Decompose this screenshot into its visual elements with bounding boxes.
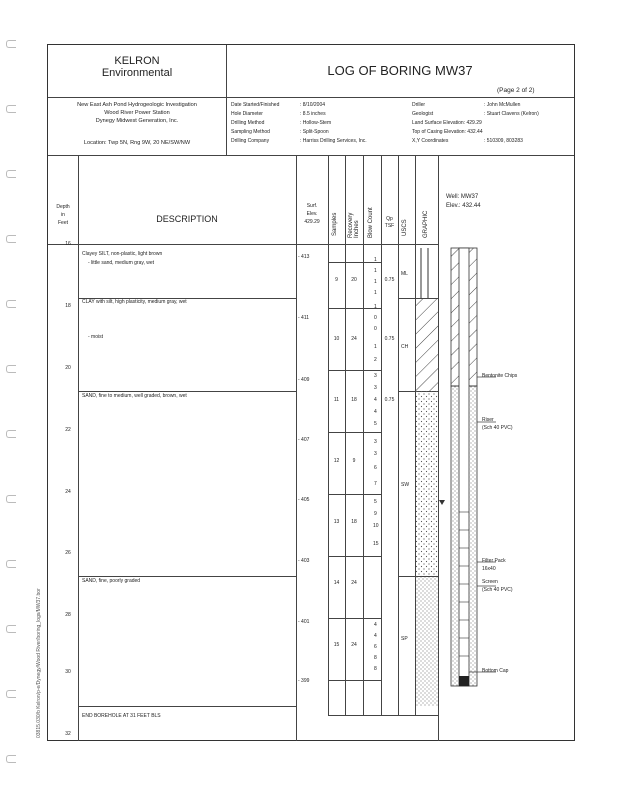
description-entry: Clayey SILT, non-plastic, light brown xyxy=(82,251,163,257)
crew-value: : 510309, 803283 xyxy=(484,138,523,144)
clay-graphic xyxy=(416,298,438,391)
drill-value: : Hollow-Stem xyxy=(300,120,332,126)
well-graded-sand-graphic xyxy=(416,391,438,576)
blow-count-header: Blow Count xyxy=(368,207,374,238)
well-label: Bentonite Chips xyxy=(482,373,518,379)
recovery-value: 24 xyxy=(351,642,357,648)
graphic-header: GRAPHIC xyxy=(423,210,429,238)
elevation-header: 429.29 xyxy=(304,219,320,225)
blow-count: 3 xyxy=(374,385,377,391)
blow-count: 3 xyxy=(374,373,377,379)
poorly-graded-sand-graphic xyxy=(416,576,438,706)
drill-label: Hole Diameter xyxy=(231,111,263,117)
depth-tick: 18 xyxy=(65,303,71,309)
file-path-note: 03815.030/b Kelron/p-e/Dynegy/Wood River/boring_logs/MW37.bor xyxy=(36,588,42,738)
sample-number: 13 xyxy=(333,519,340,525)
depth-tick: 28 xyxy=(65,612,71,618)
well-id: Well: MW37 xyxy=(446,194,479,200)
blow-count: 9 xyxy=(374,511,377,517)
qp-value: 0.75 xyxy=(384,277,395,283)
blow-count: 7 xyxy=(374,481,377,487)
recovery-value: 24 xyxy=(351,336,357,342)
depth-tick: 16 xyxy=(65,241,71,247)
blow-count: 8 xyxy=(374,666,377,672)
depth-header: Feet xyxy=(57,220,68,226)
crew-label: X,Y Coordinates xyxy=(412,138,449,144)
project-location: Location: Twp 5N, Rng 9W, 20 NE/SW/NW xyxy=(83,140,191,146)
page-label: (Page 2 of 2) xyxy=(497,87,535,94)
project-client: Dynegy Midwest Generation, Inc. xyxy=(95,118,179,124)
elevation-header: Elev. xyxy=(306,211,318,217)
blow-count: 5 xyxy=(374,499,377,505)
sample-number: 9 xyxy=(335,277,338,283)
depth-header: Depth xyxy=(56,204,70,210)
qp-value: 0.75 xyxy=(384,397,395,403)
blow-count: 3 xyxy=(374,451,377,457)
elevation-tick: - 413 xyxy=(298,254,310,260)
description-entry: SAND, fine, poorly graded xyxy=(82,578,141,584)
crew-label: Land Surface Elevation: 429.29 xyxy=(412,120,482,126)
qp-header: TSF xyxy=(384,223,395,229)
blow-count: 0 xyxy=(374,315,377,321)
uscs-code: ML xyxy=(401,271,408,277)
blow-count: 6 xyxy=(374,644,377,650)
blow-count: 6 xyxy=(374,465,377,471)
blow-count: 15 xyxy=(373,541,379,547)
company-name: KELRON xyxy=(114,55,160,67)
blow-count: 1 xyxy=(374,344,377,350)
blow-count: 4 xyxy=(374,622,377,628)
blow-count: 0 xyxy=(374,326,377,332)
blow-count: 3 xyxy=(374,439,377,445)
project-name: New East Ash Pond Hydrogeologic Investigation xyxy=(77,102,197,108)
elevation-tick: - 407 xyxy=(298,437,310,443)
sample-number: 10 xyxy=(333,336,340,342)
sample-number: 11 xyxy=(333,397,340,403)
qp-header: Qp xyxy=(386,216,393,222)
recovery-value: 9 xyxy=(352,458,356,464)
blow-count: 5 xyxy=(374,421,377,427)
elevation-tick: - 403 xyxy=(298,558,310,564)
crew-label: Driller xyxy=(412,102,426,108)
well-label: 16x40 xyxy=(482,566,496,572)
drill-value: : Split-Spoon xyxy=(300,129,329,135)
drill-label: Drilling Method xyxy=(231,120,265,126)
blow-count: 1 xyxy=(374,304,377,310)
end-borehole-note: END BOREHOLE AT 31 FEET BLS xyxy=(82,713,161,719)
description-entry: - little sand, medium gray, wet xyxy=(88,260,155,266)
blow-count: 10 xyxy=(373,523,379,529)
well-label: Bottom Cap xyxy=(482,668,509,674)
recovery-value: 18 xyxy=(351,397,357,403)
description-entry: - moist xyxy=(88,334,103,340)
elevation-tick: - 409 xyxy=(298,377,310,383)
blow-count: 8 xyxy=(374,655,377,661)
blow-count: 4 xyxy=(374,397,377,403)
elevation-tick: - 401 xyxy=(298,619,310,625)
blow-count: 2 xyxy=(374,357,377,363)
depth-tick: 22 xyxy=(65,427,71,433)
depth-tick: 32 xyxy=(65,731,71,737)
recovery-header: Recovery Inches xyxy=(348,212,361,238)
elevation-tick: - 411 xyxy=(298,315,310,321)
qp-value: 0.75 xyxy=(384,336,395,342)
recovery-value: 18 xyxy=(351,519,357,525)
recovery-value: 20 xyxy=(351,277,357,283)
drill-label: Sampling Method xyxy=(231,129,270,135)
blow-count: 1 xyxy=(374,279,377,285)
elevation-tick: - 399 xyxy=(298,678,310,684)
silt-graphic xyxy=(421,248,428,298)
blow-count: 1 xyxy=(374,257,377,263)
uscs-code: SW xyxy=(401,482,410,488)
drill-value: : Harriss Drilling Services, Inc. xyxy=(300,138,367,144)
drill-label: Date Started/Finished xyxy=(231,102,280,108)
crew-value: : Stuart Clavens (Kelron) xyxy=(484,111,539,117)
depth-header: in xyxy=(61,212,65,218)
project-site: Wood River Power Station xyxy=(104,110,170,116)
samples-header: Samples xyxy=(332,212,338,236)
uscs-code: SP xyxy=(401,636,408,642)
sample-number: 15 xyxy=(333,642,340,648)
blow-count: 4 xyxy=(374,633,377,639)
company-subtitle: Environmental xyxy=(101,67,173,79)
description-header: DESCRIPTION xyxy=(156,214,218,224)
well-casing-diagram xyxy=(439,248,477,686)
well-label: (Sch 40 PVC) xyxy=(482,587,513,593)
crew-value: : John McMullen xyxy=(484,102,521,108)
well-elevation: Elev.: 432.44 xyxy=(446,203,481,209)
blow-count: 1 xyxy=(374,290,377,296)
sample-number: 12 xyxy=(333,458,340,464)
elevation-header: Surf. xyxy=(306,203,318,209)
depth-tick: 20 xyxy=(65,365,71,371)
well-label: (Sch 40 PVC) xyxy=(482,425,513,431)
depth-tick: 30 xyxy=(65,669,71,675)
well-label: Riser xyxy=(482,417,494,423)
log-title: LOG OF BORING MW37 xyxy=(327,63,473,78)
uscs-code: CH xyxy=(401,344,409,350)
drill-label: Drilling Company xyxy=(231,138,270,144)
description-entry: SAND, fine to medium, well graded, brown, wet xyxy=(82,393,187,399)
recovery-value: 24 xyxy=(351,580,357,586)
crew-label: Top of Casing Elevation: 432.44 xyxy=(412,129,483,135)
blow-count: 4 xyxy=(374,409,377,415)
drill-value: : 8.5 inches xyxy=(300,111,326,117)
elevation-tick: - 405 xyxy=(298,497,310,503)
description-entry: CLAY with silt, high plasticity, medium gray, wet xyxy=(82,299,187,305)
crew-label: Geologist xyxy=(412,111,434,117)
uscs-header: USCS xyxy=(402,219,408,236)
depth-tick: 24 xyxy=(65,489,71,495)
sample-number: 14 xyxy=(333,580,340,586)
well-label: Filter Pack xyxy=(482,558,506,564)
depth-tick: 26 xyxy=(65,550,71,556)
well-label: Screen xyxy=(482,579,498,585)
blow-count: 1 xyxy=(374,268,377,274)
drill-value: : 8/10/2004 xyxy=(300,102,326,108)
